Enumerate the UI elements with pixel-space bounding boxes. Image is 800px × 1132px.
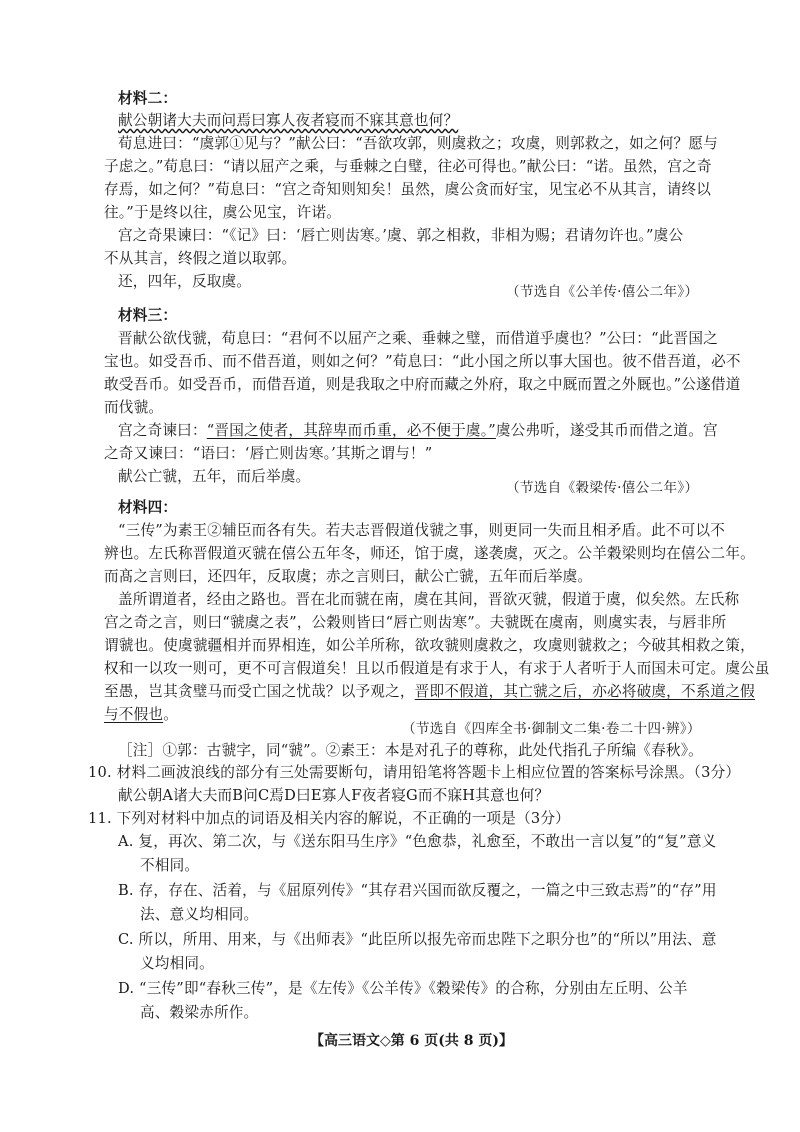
material-4-line (104, 681, 755, 703)
option-b[interactable]: B. 存，存在、活着，与《屈原列传》“其存君兴国而欲反覆之，一篇之中三致志焉”的“存”用 (118, 882, 717, 899)
material-3-line: 献公亡虢，五年，而后举虞。 (118, 468, 311, 485)
material-3-line (118, 420, 718, 442)
material-4-line: 宫之奇之言，则曰“虢虞之表”，公穀则皆曰“唇亡则齿寒”。夫虢既在虞南，则虞实表，与唇非所 (104, 614, 727, 631)
wavy-sentence: 献公朝诸大夫而问焉曰寡人夜者寝而不寐其意也何？ (118, 112, 459, 129)
material-4-source: （节选自《四库全书·御制文二集·卷二十四·辨》） (402, 721, 701, 737)
material-3-line: 晋献公欲伐虢，荀息曰：“君何不以屈产之乘、垂棘之璧，而借道乎虞也？”公曰：“此晋国之 (118, 330, 718, 347)
material-2-line: 不从其言，终假之道以取郭。 (104, 250, 297, 267)
option-d[interactable]: D. “三传”即“春秋三传”，是《左传》《公羊传》《穀梁传》的合称，分别由左丘明、公羊 (118, 980, 688, 997)
material-4-line: 而髙之言则曰，还四年，反取虞；赤之言则曰，献公亡虢，五年而后举虞。 (104, 568, 593, 585)
material-3-line: 宝也。如受吾币、而不借吾道，则如之何？”荀息曰：“此小国之所以事大国也。彼不借吾道，必不 (104, 353, 741, 370)
material-4-line (104, 704, 178, 726)
material-2-heading: 材料二： (118, 90, 178, 107)
option-c[interactable]: C. 所以，所用、用来，与《出师表》“此臣所以报先帝而忠陛下之职分也”的“所以”用法、意 (118, 931, 717, 948)
material-4-line: 谓虢也。使虞虢疆相并而界相连，如公羊所称，欲攻虢则虞救之，攻虞则虢救之；今破其相救之策， (104, 637, 755, 654)
question-10-sentence: 献公朝A诸大夫而B问C焉D曰E寡人F夜者寝G而不寐H其意也何？ (118, 787, 550, 804)
underlined-sentence: 与不假也 (104, 706, 164, 723)
material-3-source: （节选自《穀梁传·僖公二年》） (506, 480, 699, 496)
material-2-line: 往。”于是终以往，虞公见宝，许诺。 (104, 204, 342, 221)
question-10-stem: 10. 材料二画波浪线的部分有三处需要断句，请用铅笔将答题卡上相应位置的答案标号涂黑。（3分） (88, 764, 741, 781)
annotation-notes: ［注］①郭：古虢字，同“虢”。②素王：本是对孔子的尊称，此处代指孔子所编《春秋》。 (118, 742, 703, 759)
material-4-line: 盖所谓道者，经由之路也。晋在北而虢在南，虞在其间，晋欲灭虢，假道于虞，似矣然。左氏称 (118, 591, 740, 608)
material-4-line: 辨也。左氏称晋假道灭虢在僖公五年冬，师还，馆于虞，遂袭虞，灭之。公羊穀梁则均在僖公二年。 (104, 545, 755, 562)
text-run: 。 (163, 706, 178, 723)
material-3-line: 之奇又谏曰：“语曰：‘唇亡则齿寒。’其斯之谓与！” (104, 445, 433, 462)
option-b-cont: 法、意义均相同。 (140, 906, 259, 923)
question-11-stem: 11. 下列对材料中加点的词语及相关内容的解说，不正确的一项是（3分） (88, 810, 570, 827)
material-2-line: 还，四年，反取虞。 (118, 273, 252, 290)
material-2-source: （节选自《公羊传·僖公二年》） (506, 284, 699, 300)
text-run: 至愚，岂其贪璧马而受亡国之忧哉？以予观之， (104, 683, 415, 700)
material-2-line (118, 110, 458, 132)
underlined-sentence: 晋即不假道，其亡虢之后，亦必将破虞，不系道之假 (414, 683, 755, 700)
material-4-line: 权和一以攻一则可，更不可言假道矣！且以币假道是有求于人，有求于人者听于人而国未可定。虞公虽 (104, 660, 770, 677)
text-run: 虞公弗听，遂受其币而借之道。宫 (495, 422, 718, 439)
material-4-heading: 材料四： (118, 499, 178, 516)
material-3-line: 敢受吾币。如受吾币，而借吾道，则是我取之中府而藏之外府，取之中厩而置之外厩也。”公遂借道 (104, 376, 741, 393)
page-footer: 【高三语文◇第 6 页(共 8 页)】 (310, 1033, 513, 1049)
option-c-cont: 义均相同。 (140, 955, 214, 972)
material-2-line: 荀息进曰：“虞郭①见与？”献公曰：“吾欲攻郭，则虞救之；攻虞，则郭救之，如之何？愿与 (118, 135, 718, 152)
option-a[interactable]: A. 复，再次、第二次，与《送东阳马生序》“色愈恭，礼愈至，不敢出一言以复”的“复”意义 (118, 833, 717, 850)
material-2-line: 子虑之。”荀息曰：“请以屈产之乘，与垂棘之白璧，往必可得也。”献公曰：“诺。虽然，宫之奇 (104, 158, 712, 175)
text-run: 宫之奇谏曰： (118, 422, 207, 439)
underlined-sentence: “晋国之使者，其辞卑而币重，必不便于虞。” (206, 422, 496, 439)
option-d-cont: 高、穀梁赤所作。 (140, 1004, 259, 1021)
material-2-line: 存焉，如之何？”荀息曰：“宫之奇知则知矣！虽然，虞公贪而好宝，见宝必不从其言，请终以 (104, 181, 712, 198)
material-4-line: “三传”为素王②辅臣而各有失。若夫志晋假道伐虢之事，则更同一失而且相矛盾。此不可以不 (118, 522, 726, 539)
material-2-line: 宫之奇果谏曰：“《记》曰：‘唇亡则齿寒。’虞、郭之相救，非相为赐；君请勿许也。”虞公 (118, 227, 684, 244)
material-3-line: 而伐虢。 (104, 399, 164, 416)
material-3-heading: 材料三： (118, 307, 178, 324)
option-a-cont: 不相同。 (140, 857, 200, 874)
